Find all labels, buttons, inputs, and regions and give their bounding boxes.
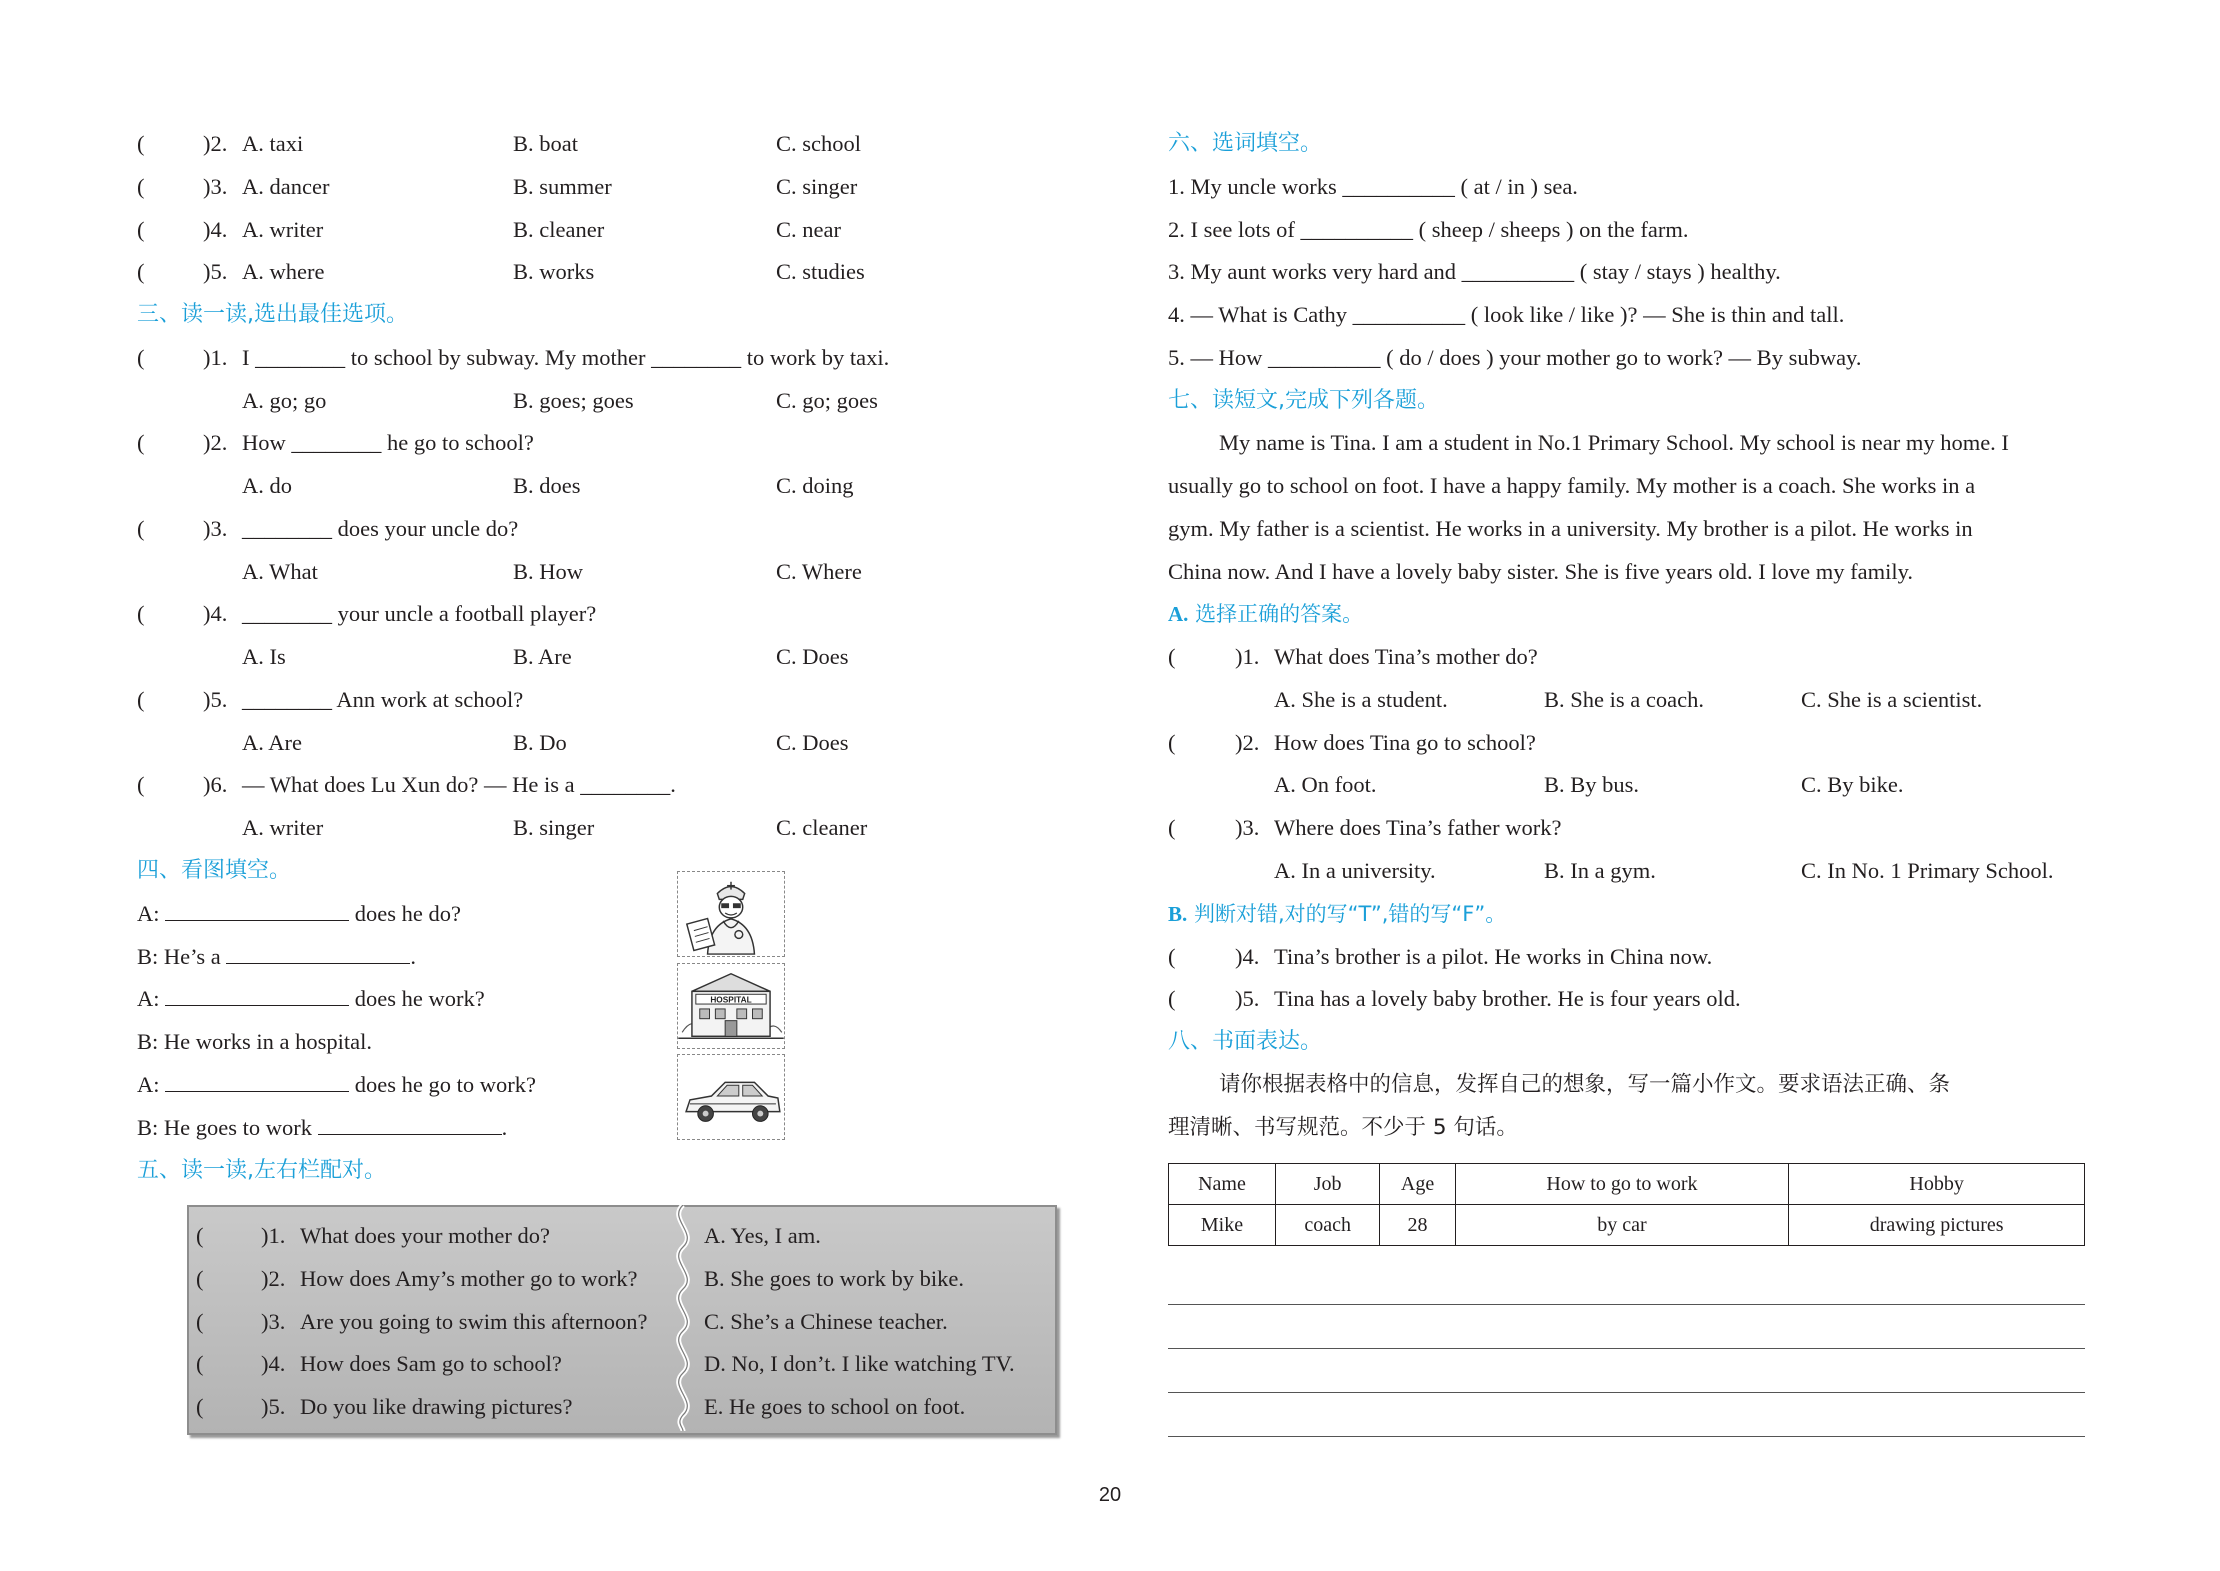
answer-paren[interactable]: ( [137,601,145,626]
part-b-letter: B. [1168,902,1188,926]
line-prefix: A: [137,1072,166,1097]
answer-blank[interactable] [165,985,349,1006]
section-title-7: 七、读短文,完成下列各题。 [1168,388,1439,413]
option-c: C. She is a scientist. [1801,687,1983,712]
wavy-divider [672,1205,694,1431]
table-cell: by car [1455,1205,1789,1246]
answer-paren[interactable]: ( [1168,986,1176,1011]
option-c: C. studies [776,259,865,284]
answer-blank[interactable] [165,900,349,921]
line-prefix: A: [137,986,166,1011]
section-title-3: 三、读一读,选出最佳选项。 [137,302,408,327]
option-b: B. By bus. [1544,772,1640,797]
line-suffix: . [501,1115,508,1140]
answer-paren[interactable]: ( [1168,944,1176,969]
option-c: C. By bike. [1801,772,1904,797]
option-a: A. go; go [242,388,327,413]
fill-line [137,1113,507,1143]
question-text: ________ does your uncle do? [242,516,519,541]
match-question: What does your mother do? [300,1223,550,1248]
match-question: How does Sam go to school? [300,1351,562,1376]
match-answer: A. Yes, I am. [704,1223,821,1248]
question-number: )3. [203,174,228,199]
fill-line [137,899,461,929]
answer-paren[interactable]: ( [137,430,145,455]
question-number: )1. [261,1223,286,1248]
fill-sentence: 2. I see lots of __________ ( sheep / sheeps ) on the farm. [1168,217,1689,242]
option-a: A. where [242,259,325,284]
answer-paren[interactable]: ( [137,259,145,284]
part-b-text: 判断对错,对的写“T”,错的写“F”。 [1187,902,1507,926]
fill-line [137,1070,536,1100]
doctor-picture [677,871,785,957]
line-prefix: B: He goes to work [137,1115,318,1140]
question-text: How ________ he go to school? [242,430,534,455]
answer-paren[interactable]: ( [196,1351,204,1376]
option-a: A. taxi [242,131,304,156]
option-b: B. summer [513,174,612,199]
line-prefix: A: [137,901,166,926]
statement-text: Tina has a lovely baby brother. He is four years old. [1274,986,1741,1011]
match-question: Are you going to swim this afternoon? [300,1309,648,1334]
option-b: B. works [513,259,595,284]
table-header: How to go to work [1455,1164,1789,1205]
option-c: C. In No. 1 Primary School. [1801,858,2054,883]
answer-paren[interactable]: ( [1168,730,1176,755]
option-a: A. What [242,559,318,584]
fill-sentence: 3. My aunt works very hard and __________ ( stay / stays ) healthy. [1168,259,1781,284]
answer-paren[interactable]: ( [196,1309,204,1334]
answer-paren[interactable]: ( [196,1266,204,1291]
writing-line[interactable] [1168,1348,2085,1349]
option-b: B. singer [513,815,595,840]
option-c: C. Does [776,730,849,755]
table-cell: 28 [1380,1205,1455,1246]
match-answer: C. She’s a Chinese teacher. [704,1309,948,1334]
match-answer: B. She goes to work by bike. [704,1266,964,1291]
writing-instruction: 理清晰、书写规范。不少于 5 句话。 [1168,1115,1518,1140]
answer-paren[interactable]: ( [137,772,145,797]
option-b: B. She is a coach. [1544,687,1704,712]
option-a: A. writer [242,815,324,840]
question-number: )2. [203,131,228,156]
line-suffix: . [410,944,416,969]
passage-line: gym. My father is a scientist. He works in a university. My brother is a pilot. He works in [1168,516,1973,541]
question-text: Where does Tina’s father work? [1274,815,1562,840]
question-number: )2. [203,430,228,455]
hospital-sign: HOSPITAL [710,994,752,1005]
passage-line: usually go to school on foot. I have a happy family. My mother is a coach. She works in a [1168,473,1976,498]
option-a: A. Is [242,644,286,669]
match-question: How does Amy’s mother go to work? [300,1266,638,1291]
table-header: Hobby [1789,1164,2085,1205]
answer-paren[interactable]: ( [196,1223,204,1248]
line-prefix: B: He works in a hospital. [137,1029,372,1054]
table-header: Job [1275,1164,1379,1205]
part-a-text: 选择正确的答案。 [1188,602,1364,626]
info-table [1168,1163,2085,1246]
option-b: B. In a gym. [1544,858,1656,883]
option-a: A. On foot. [1274,772,1377,797]
part-b-title [1168,899,1506,929]
fill-sentence: 1. My uncle works __________ ( at / in ) sea. [1168,174,1578,199]
part-a-letter: A. [1168,602,1189,626]
table-header: Name [1169,1164,1276,1205]
table-row [1169,1205,2085,1246]
answer-paren[interactable]: ( [137,687,145,712]
passage-line: My name is Tina. I am a student in No.1 Primary School. My school is near my home. I [1219,430,2009,455]
line-suffix: does he go to work? [349,1072,536,1097]
answer-paren[interactable]: ( [137,131,145,156]
question-number: )5. [261,1394,286,1419]
car-icon [678,1055,784,1139]
line-suffix: does he do? [349,901,461,926]
question-number: )6. [203,772,228,797]
answer-paren[interactable]: ( [196,1394,204,1419]
option-c: C. doing [776,473,854,498]
question-number: )5. [1235,986,1260,1011]
table-header: Age [1380,1164,1455,1205]
question-text: ________ your uncle a football player? [242,601,597,626]
question-number: )4. [203,601,228,626]
option-c: C. near [776,217,841,242]
option-b: B. How [513,559,584,584]
option-c: C. cleaner [776,815,868,840]
option-c: C. Does [776,644,849,669]
car-picture [677,1054,785,1140]
question-number: )5. [203,259,228,284]
statement-text: Tina’s brother is a pilot. He works in China now. [1274,944,1713,969]
option-a: A. dancer [242,174,330,199]
fill-line [137,942,416,972]
question-number: )2. [1235,730,1260,755]
table-header-row [1169,1164,2085,1205]
question-number: )3. [203,516,228,541]
answer-paren[interactable]: ( [137,217,145,242]
question-text: What does Tina’s mother do? [1274,644,1538,669]
option-b: B. Are [513,644,572,669]
question-number: )1. [1235,644,1260,669]
match-answer: D. No, I don’t. I like watching TV. [704,1351,1015,1376]
section-title-6: 六、选词填空。 [1168,131,1323,156]
writing-instruction: 请你根据表格中的信息，发挥自己的想象，写一篇小作文。要求语法正确、条 [1219,1072,1951,1097]
option-b: B. cleaner [513,217,605,242]
question-number: )3. [261,1309,286,1334]
question-number: )3. [1235,815,1260,840]
match-question: Do you like drawing pictures? [300,1394,573,1419]
section-title-8: 八、书面表达。 [1168,1029,1323,1054]
match-answer: E. He goes to school on foot. [704,1394,966,1419]
option-b: B. boat [513,131,578,156]
writing-line[interactable] [1168,1436,2085,1437]
option-c: C. go; goes [776,388,878,413]
fill-line [137,1027,372,1057]
option-a: A. She is a student. [1274,687,1448,712]
question-number: )4. [261,1351,286,1376]
table-cell: drawing pictures [1789,1205,2085,1246]
question-text: ________ Ann work at school? [242,687,524,712]
option-b: B. goes; goes [513,388,634,413]
option-b: B. Do [513,730,567,755]
option-c: C. school [776,131,862,156]
option-a: A. do [242,473,292,498]
writing-line[interactable] [1168,1392,2085,1393]
fill-sentence: 5. — How __________ ( do / does ) your mother go to work? — By subway. [1168,345,1862,370]
writing-line[interactable] [1168,1304,2085,1305]
question-number: )4. [1235,944,1260,969]
question-number: )2. [261,1266,286,1291]
question-text: How does Tina go to school? [1274,730,1536,755]
line-suffix: does he work? [349,986,485,1011]
option-c: C. singer [776,174,858,199]
option-a: A. writer [242,217,324,242]
section-title-5: 五、读一读,左右栏配对。 [137,1158,386,1183]
doctor-icon [678,872,784,956]
answer-paren[interactable]: ( [1168,644,1176,669]
answer-paren[interactable]: ( [137,345,145,370]
answer-paren[interactable]: ( [137,174,145,199]
question-number: )5. [203,687,228,712]
question-number: )1. [203,345,228,370]
fill-line [137,984,485,1014]
line-prefix: B: He’s a [137,944,227,969]
option-a: A. In a university. [1274,858,1436,883]
answer-blank[interactable] [165,1071,349,1092]
answer-paren[interactable]: ( [1168,815,1176,840]
option-c: C. Where [776,559,862,584]
table-cell: coach [1275,1205,1379,1246]
hospital-picture [677,963,785,1049]
part-a-title [1168,599,1363,629]
question-number: )4. [203,217,228,242]
hospital-icon [678,964,784,1048]
option-b: B. does [513,473,581,498]
answer-blank[interactable] [318,1114,502,1135]
option-a: A. Are [242,730,302,755]
question-text: I ________ to school by subway. My mother ________ to work by taxi. [242,345,890,370]
fill-sentence: 4. — What is Cathy __________ ( look like / like )? — She is thin and tall. [1168,302,1845,327]
section-title-4: 四、看图填空。 [137,858,292,883]
passage-line: China now. And I have a lovely baby sister. She is five years old. I love my family. [1168,559,1914,584]
answer-blank[interactable] [226,943,410,964]
page-number: 20 [1098,1484,1122,1506]
answer-paren[interactable]: ( [137,516,145,541]
table-cell: Mike [1169,1205,1276,1246]
question-text: — What does Lu Xun do? — He is a ________. [242,772,676,797]
